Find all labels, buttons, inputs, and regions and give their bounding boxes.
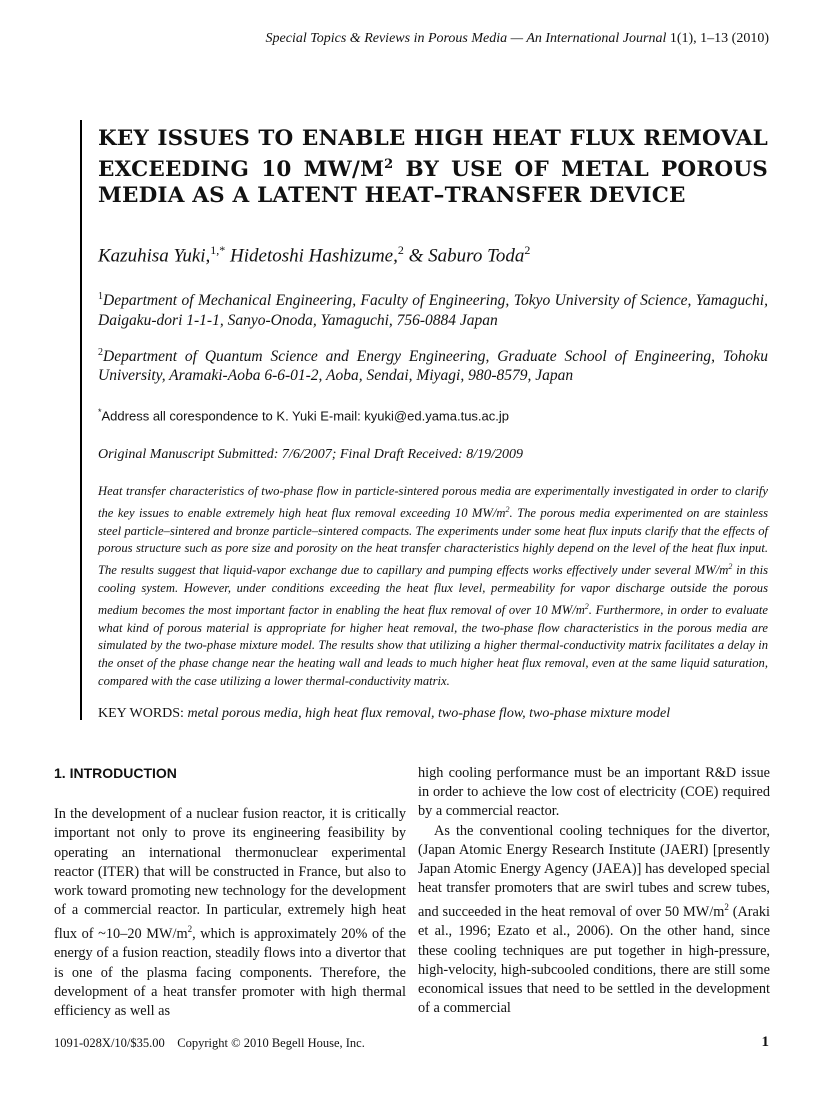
author-3-sup: 2 (524, 243, 531, 258)
keywords-label: KEY WORDS: (98, 706, 184, 722)
intro-p1-sup: 2 (187, 924, 193, 935)
author-1-sup: 1,* (210, 243, 226, 258)
author-1: Kazuhisa Yuki, (98, 245, 211, 267)
intro-paragraph-1-continued (418, 764, 770, 822)
correspondence-mark: * (98, 406, 102, 417)
author-2-sup: 2 (397, 243, 404, 258)
title-line-3: MEDIA AS A LATENT HEAT–TRANSFER DEVICE (98, 183, 686, 209)
title-line-1: KEY ISSUES TO ENABLE HIGH HEAT FLUX REMOVAL (98, 126, 768, 151)
page-number: 1 (761, 1034, 769, 1050)
title-superscript: 2 (384, 157, 394, 172)
authors (98, 243, 768, 267)
journal-name: Special Topics & Reviews in Porous Media — An International Journal (265, 31, 667, 46)
manuscript-dates: Original Manuscript Submitted: 7/6/2007; Final Draft Received: 8/19/2009 (98, 447, 523, 463)
affiliation-1 (98, 287, 768, 329)
intro-paragraph-1 (54, 805, 406, 1021)
affiliation-1-sup: 1 (98, 291, 103, 303)
affiliation-1-text: Department of Mechanical Engineering, Faculty of Engineering, Tokyo University of Science, Yamaguchi, Daigaku-dori 1-1-1, Sanyo-Onoda, Yamaguchi, 756-0884 Japan (98, 292, 768, 329)
abstract-part-2: . The porous media experimented on are stainless steel particle–sintered and bronze particle–sintered compacts. The experiments under some heat flux inputs clarify that the effects of porous structure such as pore size and porosity on the heat transfer characteristics highly depend on the level of the heat flux input. The results suggest that liquid-vapor exchange due to capillary and pumping effects works effectively under several MW/m (98, 506, 768, 578)
body-column-left (54, 764, 406, 1021)
abstract-sup-1: 2 (505, 504, 510, 514)
keywords (98, 706, 768, 722)
title-line-2b: BY USE OF METAL POROUS (393, 157, 768, 183)
abstract-part-1: Heat transfer characteristics of two-phase flow in particle-sintered porous media are experimentally investigated in order to clarify the key issues to enable extremely high heat flux removal exceeding 10 MW/m (98, 484, 768, 521)
title-block (80, 120, 768, 720)
running-header (266, 31, 769, 47)
intro-p2-sup: 2 (724, 902, 729, 913)
intro-paragraph-2 (418, 822, 770, 1019)
abstract (98, 483, 768, 690)
intro-p1-part-a: In the development of a nuclear fusion reactor, it is critically important not only to prove its engineering feasibility by operating an international thermonuclear experimental reactor (ITER) that will be constructed in France, but also to work toward promoting new technology for the development of a commercial reactor. In particular, extremely high heat flux of ~10–20 MW/m (54, 806, 406, 943)
author-3: & Saburo Toda (403, 245, 525, 267)
abstract-sup-3: 2 (584, 601, 589, 611)
section-heading-introduction: 1. INTRODUCTION (54, 765, 177, 781)
abstract-part-3: in this cooling system. However, under conditions exceeding the heat flux level, permeability for vapor discharge outside the porous medium becomes the most important factor in enabling the heat flux removal of over 10 MW/m (98, 563, 768, 617)
author-2: Hidetoshi Hashizume, (225, 245, 398, 267)
intro-p2-part-a: As the conventional cooling techniques for the divertor, (Japan Atomic Energy Research Institute (JAERI) [presently Japan Atomic Energy Agency (JAEA)] has developed special heat transfer promoters that are swirl tubes and screw tubes, and succeeded in the heat removal of over 50 MW/m (418, 822, 770, 921)
body-column-right (418, 764, 770, 1018)
footer-copyright: 1091-028X/10/$35.00 Copyright © 2010 Begell House, Inc. (54, 1036, 365, 1050)
abstract-sup-2: 2 (728, 562, 733, 572)
paper-title (98, 126, 768, 209)
affiliation-2-text: Department of Quantum Science and Energy Engineering, Graduate School of Engineering, Tohoku University, Aramaki-Aoba 6-6-01-2, Aoba, Sendai, Miyagi, 980-8579, Japan (98, 347, 768, 384)
keywords-value: metal porous media, high heat flux removal, two-phase flow, two-phase mixture model (183, 706, 671, 722)
intro-p1-part-b: , which is approximately 20% of the energy of a fusion reaction, steadily flows into a divertor that is one of the plasma facing components. Therefore, the development of a heat transfer promoter with high thermal efficiency as well as (54, 926, 406, 1019)
intro-p1-part-b-continued: high cooling performance must be an important R&D issue in order to achieve the low cost of electricity (COE) required by a commercial reactor. (418, 765, 770, 820)
title-line-2a: EXCEEDING 10 MW/M (98, 157, 385, 183)
abstract-part-4: . Furthermore, in order to evaluate what kind of porous material is appropriate for higher heat removal, the two-phase flow characteristics in the porous media are simulated by the two-phase mixture model. The results show that utilizing a higher thermal-conductivity matrix facilitates a delay in the onset of the phase change near the heating wall and leads to much higher heat flux removal, even at the same liquid saturation, compared with the case utilizing a lower thermal-conductivity matrix. (98, 602, 769, 688)
correspondence (98, 407, 768, 423)
journal-citation: 1(1), 1–13 (2010) (666, 31, 769, 46)
title-line-2 (98, 152, 768, 183)
affiliation-2 (98, 343, 768, 385)
correspondence-text: Address all corespondence to K. Yuki E-mail: kyuki@ed.yama.tus.ac.jp (101, 408, 510, 424)
affiliation-2-sup: 2 (98, 346, 103, 358)
intro-p2-part-b: (Araki et al., 1996; Ezato et al., 2006). On the other hand, since these cooling techniques are put together in high-pressure, high-velocity, high-subcooled conditions, there are still some economical issues that need to be settled in the development of a commercial (418, 904, 771, 1017)
